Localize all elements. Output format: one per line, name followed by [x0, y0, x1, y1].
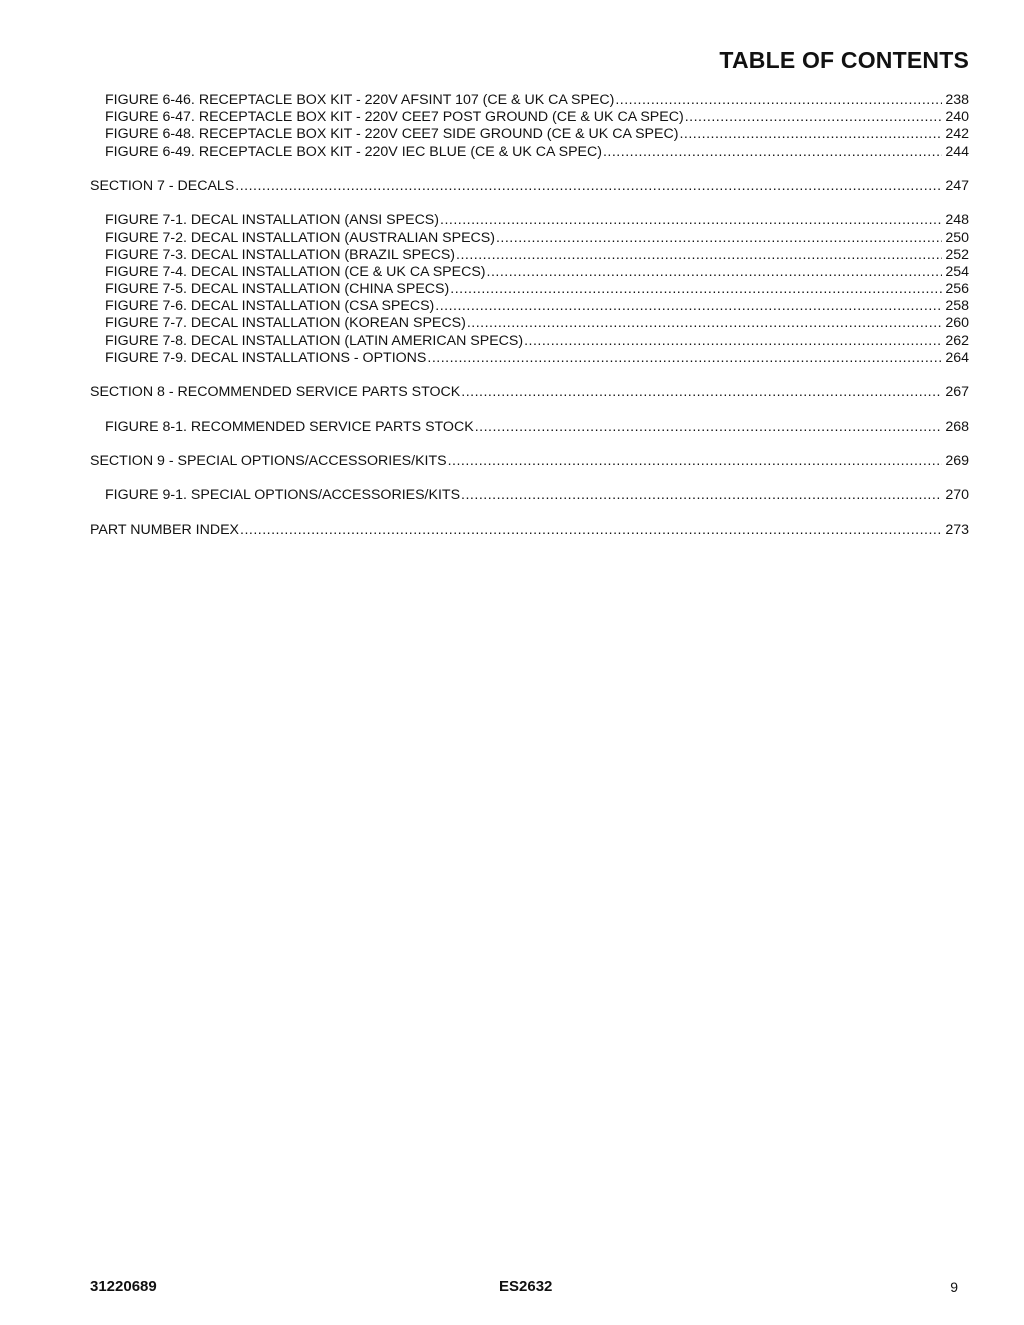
toc-entry-label: SECTION 8 - RECOMMENDED SERVICE PARTS STOCK [90, 384, 461, 401]
toc-entry-label: FIGURE 7-1. DECAL INSTALLATION (ANSI SPECS) [105, 212, 439, 229]
dot-leader [685, 109, 943, 126]
toc-entry-page: 240 [945, 109, 969, 126]
toc-entry-figure-7-7[interactable] [90, 315, 969, 332]
toc-entry-figure-7-9[interactable] [90, 350, 969, 367]
toc-entry-part-number-index[interactable] [90, 522, 969, 539]
toc-entry-page: 258 [945, 298, 969, 315]
toc-entry-figure-7-3[interactable] [90, 247, 969, 264]
toc-entry-figure-9-1[interactable] [90, 487, 969, 504]
toc-entry-page: 247 [945, 177, 969, 194]
toc-entry-page: 267 [945, 384, 969, 401]
footer-model: ES2632 [499, 1278, 553, 1295]
toc-entry-label: FIGURE 6-46. RECEPTACLE BOX KIT - 220V AFSINT 107 (CE & UK CA SPEC) [105, 92, 615, 108]
toc-entry-figure-6-47[interactable] [90, 109, 969, 126]
toc-entry-page: 252 [945, 246, 969, 263]
dot-leader [235, 178, 942, 195]
dot-leader [461, 384, 942, 401]
dot-leader [448, 453, 943, 470]
toc-entry-label: FIGURE 7-4. DECAL INSTALLATION (CE & UK CA SPECS) [105, 263, 486, 280]
toc-entry-page: 268 [945, 418, 969, 435]
toc-entry-page: 264 [945, 349, 969, 366]
toc-entry-label: SECTION 9 - SPECIAL OPTIONS/ACCESSORIES/KITS [90, 452, 447, 469]
toc-entry-label: FIGURE 9-1. SPECIAL OPTIONS/ACCESSORIES/KITS [105, 487, 461, 504]
page-title: TABLE OF CONTENTS [719, 47, 969, 73]
dot-leader [603, 144, 942, 161]
toc-entry-section-7[interactable] [90, 178, 969, 195]
toc-entry-figure-7-4[interactable] [90, 264, 969, 281]
footer-page-number: 9 [950, 1279, 958, 1295]
dot-leader [496, 230, 942, 247]
toc-entry-figure-7-2[interactable] [90, 230, 969, 247]
toc-entry-label: FIGURE 7-8. DECAL INSTALLATION (LATIN AMERICAN SPECS) [105, 332, 524, 349]
dot-leader [467, 315, 943, 332]
footer-doc-number: 31220689 [90, 1278, 157, 1295]
toc-entry-label: PART NUMBER INDEX [90, 521, 239, 538]
toc-entry-page: 262 [945, 332, 969, 349]
dot-leader [461, 487, 942, 504]
toc-entry-label: FIGURE 7-3. DECAL INSTALLATION (BRAZIL SPECS) [105, 246, 456, 263]
toc-entry-figure-7-6[interactable] [90, 298, 969, 315]
toc-entry-page: 238 [945, 92, 969, 108]
dot-leader [475, 419, 943, 436]
toc-entry-label: FIGURE 7-5. DECAL INSTALLATION (CHINA SPECS) [105, 281, 450, 298]
toc-entry-label: FIGURE 7-7. DECAL INSTALLATION (KOREAN SPECS) [105, 315, 466, 332]
toc-entry-label: FIGURE 7-6. DECAL INSTALLATION (CSA SPECS) [105, 298, 435, 315]
toc-entry-page: 256 [945, 281, 969, 298]
toc-entry-label: SECTION 7 - DECALS [90, 177, 235, 194]
toc-entry-label: FIGURE 6-49. RECEPTACLE BOX KIT - 220V IEC BLUE (CE & UK CA SPEC) [105, 143, 602, 160]
toc-entry-figure-8-1[interactable] [90, 419, 969, 436]
toc-entry-page: 260 [945, 315, 969, 332]
toc-entry-figure-7-1[interactable] [90, 212, 969, 229]
toc-entry-page: 244 [945, 143, 969, 160]
toc-entry-label: FIGURE 6-48. RECEPTACLE BOX KIT - 220V CEE7 SIDE GROUND (CE & UK CA SPEC) [105, 126, 679, 143]
dot-leader [679, 126, 942, 143]
toc-entry-page: 248 [945, 212, 969, 229]
toc-entry-figure-7-5[interactable] [90, 281, 969, 298]
toc-entry-label: FIGURE 6-47. RECEPTACLE BOX KIT - 220V CEE7 POST GROUND (CE & UK CA SPEC) [105, 109, 684, 126]
toc-entry-figure-6-46[interactable] [90, 92, 969, 109]
toc-entry-label: FIGURE 8-1. RECOMMENDED SERVICE PARTS STOCK [105, 418, 474, 435]
toc-entry-page: 250 [945, 229, 969, 246]
dot-leader [435, 298, 942, 315]
dot-leader [524, 333, 942, 350]
toc-entry-page: 254 [945, 263, 969, 280]
dot-leader [240, 522, 942, 539]
toc-entry-page: 270 [945, 487, 969, 504]
dot-leader [456, 247, 942, 264]
toc-entry-figure-6-49[interactable] [90, 144, 969, 161]
dot-leader [427, 350, 942, 367]
toc-entry-page: 273 [945, 521, 969, 538]
dot-leader [440, 212, 942, 229]
toc-entry-label: FIGURE 7-2. DECAL INSTALLATION (AUSTRALIAN SPECS) [105, 229, 495, 246]
toc-entry-section-9[interactable] [90, 453, 969, 470]
dot-leader [450, 281, 942, 298]
toc-entry-figure-7-8[interactable] [90, 333, 969, 350]
toc-entry-page: 269 [945, 452, 969, 469]
toc-entry-page: 242 [945, 126, 969, 143]
toc-entry-figure-6-48[interactable] [90, 126, 969, 143]
table-of-contents [90, 92, 969, 539]
dot-leader [487, 264, 943, 281]
toc-entry-section-8[interactable] [90, 384, 969, 401]
dot-leader [615, 92, 942, 109]
toc-entry-label: FIGURE 7-9. DECAL INSTALLATIONS - OPTIONS [105, 349, 427, 366]
